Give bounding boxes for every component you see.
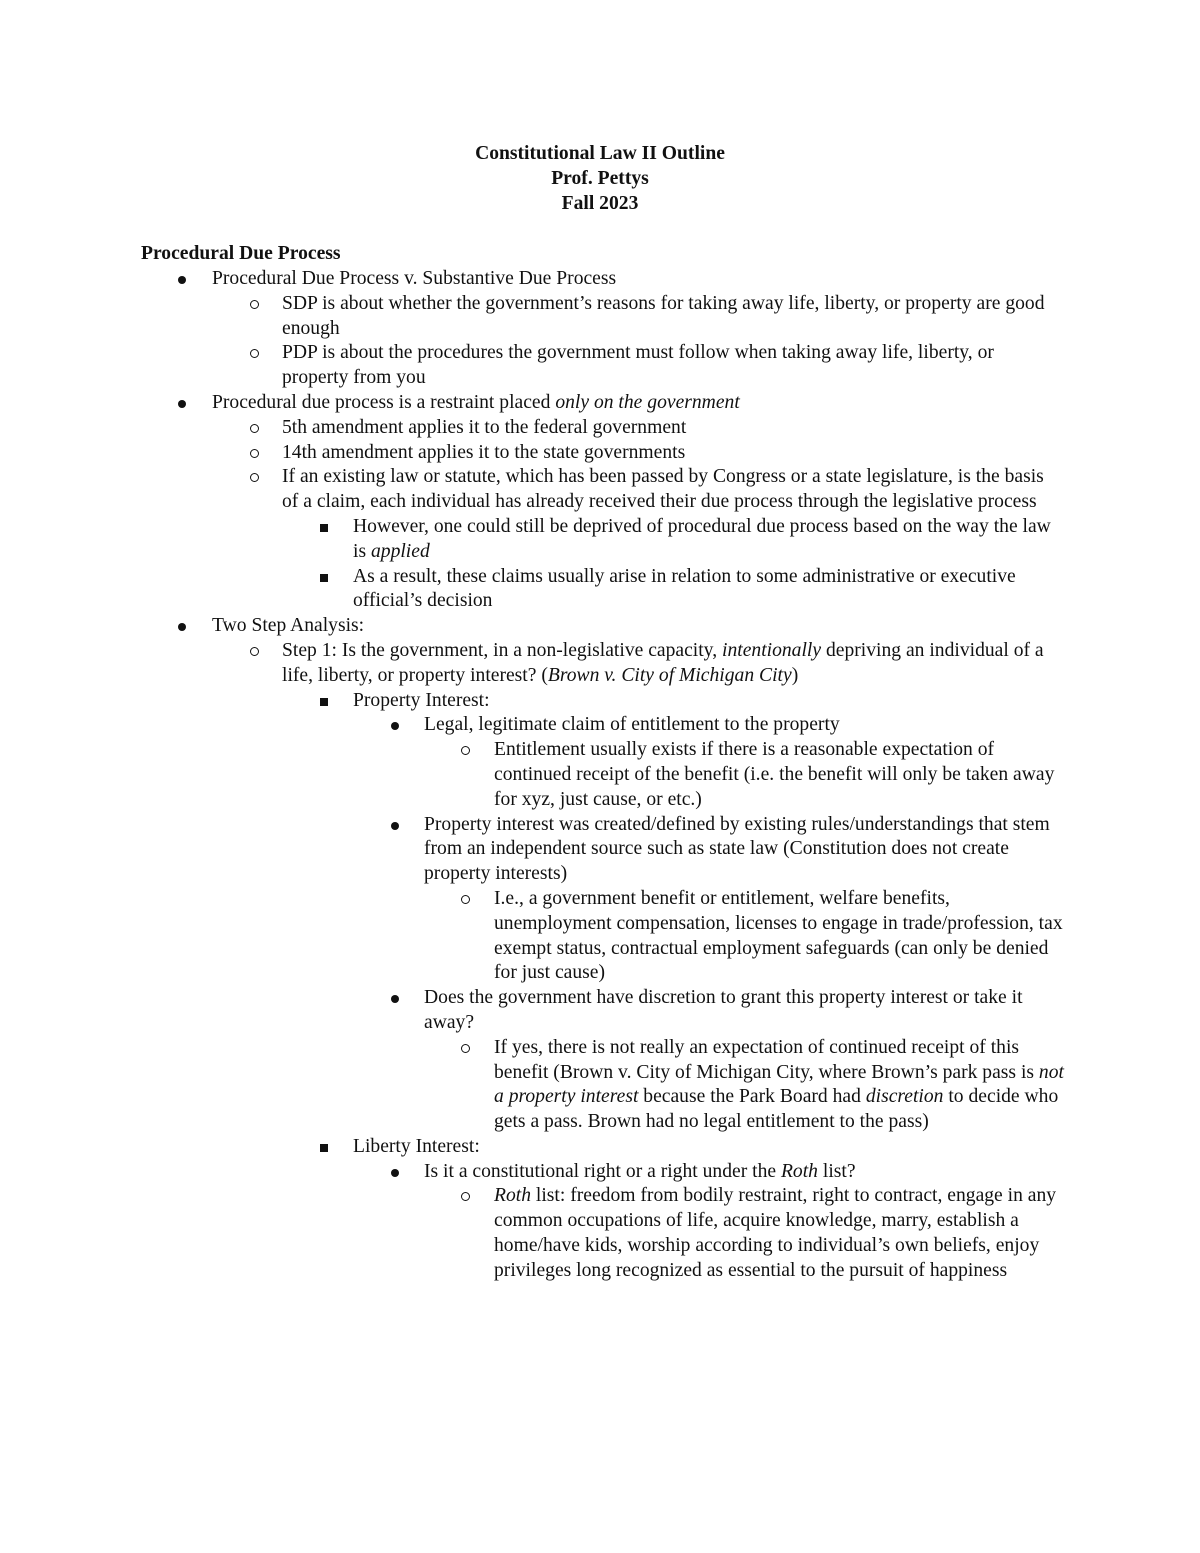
list-item <box>0 565 1200 615</box>
list-item-text: Procedural Due Process v. Substantive Due Process <box>212 268 617 289</box>
list-item-text: Property Interest: <box>353 689 490 711</box>
list-item <box>0 341 1200 391</box>
list-item-text: Roth list: freedom from bodily restraint, right to contract, engage in any common occupations of life, acquire knowledge, marry, establish a home/have kids, worship according to individual’s own beliefs, enjoy privileges long recognized as essential to the pursuit of happiness <box>494 1185 1057 1281</box>
list-item <box>0 689 1200 714</box>
list-item-text: Liberty Interest: <box>353 1135 480 1157</box>
hollow-bullet-icon <box>455 887 475 912</box>
list-item <box>0 441 1200 466</box>
list-item <box>0 614 1200 639</box>
list-item-text: Is it a constitutional right or a right under the Roth list? <box>424 1160 856 1182</box>
list-item-text: Two Step Analysis: <box>212 615 365 637</box>
list-item <box>0 465 1200 515</box>
list-item <box>0 267 1200 292</box>
list-item-text: As a result, these claims usually arise in relation to some administrative or executive official’s decision <box>353 565 1016 612</box>
title-line-2: Prof. Pettys <box>551 167 649 189</box>
list-item <box>0 416 1200 441</box>
square-bullet-icon <box>314 565 334 590</box>
list-item <box>0 391 1200 416</box>
hollow-bullet-icon <box>244 341 264 366</box>
filled-bullet-icon <box>385 713 405 738</box>
list-item-text: 14th amendment applies it to the state governments <box>282 441 686 463</box>
list-item <box>0 292 1200 342</box>
list-item-text: I.e., a government benefit or entitlement, welfare benefits, unemployment compensation, licenses to engage in trade/profession, tax exempt status, contractual employment safeguards (can only be denied for just cause) <box>494 887 1063 984</box>
list-item <box>0 1160 1200 1185</box>
hollow-bullet-icon <box>244 465 264 490</box>
filled-bullet-icon <box>172 391 192 416</box>
list-item-text: Procedural due process is a restraint placed only on the government <box>212 391 740 413</box>
hollow-bullet-icon <box>244 639 264 664</box>
hollow-bullet-icon <box>455 1184 475 1209</box>
filled-bullet-icon <box>385 1160 405 1185</box>
list-item <box>0 713 1200 738</box>
list-item <box>0 887 1200 986</box>
square-bullet-icon <box>314 515 334 540</box>
title-line-3: Fall 2023 <box>561 192 639 214</box>
filled-bullet-icon <box>385 813 405 838</box>
list-item-text: Property interest was created/defined by existing rules/understandings that stem from an independent source such as state law (Constitution does not create property interests) <box>424 813 1050 885</box>
list-item-text: Step 1: Is the government, in a non-legislative capacity, intentionally depriving an individual of a life, liberty, or property interest? (Brown v. City of Michigan City) <box>282 639 1044 686</box>
list-item-text: PDP is about the procedures the government must follow when taking away life, liberty, or property from you <box>282 342 994 389</box>
square-bullet-icon <box>314 1135 334 1160</box>
list-item <box>0 738 1200 812</box>
filled-bullet-icon <box>172 614 192 639</box>
hollow-bullet-icon <box>244 416 264 441</box>
hollow-bullet-icon <box>455 1036 475 1061</box>
square-bullet-icon <box>314 689 334 714</box>
filled-bullet-icon <box>172 267 192 292</box>
hollow-bullet-icon <box>455 738 475 763</box>
title-line-1: Constitutional Law II Outline <box>475 143 725 164</box>
list-item <box>0 1135 1200 1160</box>
list-item-text: SDP is about whether the government’s reasons for taking away life, liberty, or property are good enough <box>282 292 1045 339</box>
list-item-text: Legal, legitimate claim of entitlement to the property <box>424 714 840 736</box>
list-item <box>0 1036 1200 1135</box>
list-item <box>0 813 1200 887</box>
list-item <box>0 515 1200 565</box>
document-title <box>0 142 1200 216</box>
hollow-bullet-icon <box>244 292 264 317</box>
section-heading: Procedural Due Process <box>141 243 341 264</box>
outline-list <box>0 267 1200 1284</box>
list-item <box>0 1184 1200 1283</box>
list-item-text: Does the government have discretion to grant this property interest or take it away? <box>424 987 1023 1033</box>
list-item-text: However, one could still be deprived of procedural due process based on the way the law is applied <box>353 515 1051 562</box>
filled-bullet-icon <box>385 986 405 1011</box>
list-item-text: If an existing law or statute, which has been passed by Congress or a state legislature, is the basis of a claim, each individual has already received their due process through the legislative process <box>282 466 1044 513</box>
list-item-text: If yes, there is not really an expectation of continued receipt of this benefit (Brown v. City of Michigan City, where Brown’s park pass is not a property interest because the Park Board had discretion to decide who gets a pass. Brown had no legal entitlement to the pass) <box>494 1036 1064 1133</box>
list-item-text: Entitlement usually exists if there is a reasonable expectation of continued receipt of the benefit (i.e. the benefit will only be taken away for xyz, just cause, or etc.) <box>494 739 1055 810</box>
list-item <box>0 986 1200 1036</box>
hollow-bullet-icon <box>244 441 264 466</box>
list-item-text: 5th amendment applies it to the federal government <box>282 416 687 438</box>
list-item <box>0 639 1200 689</box>
